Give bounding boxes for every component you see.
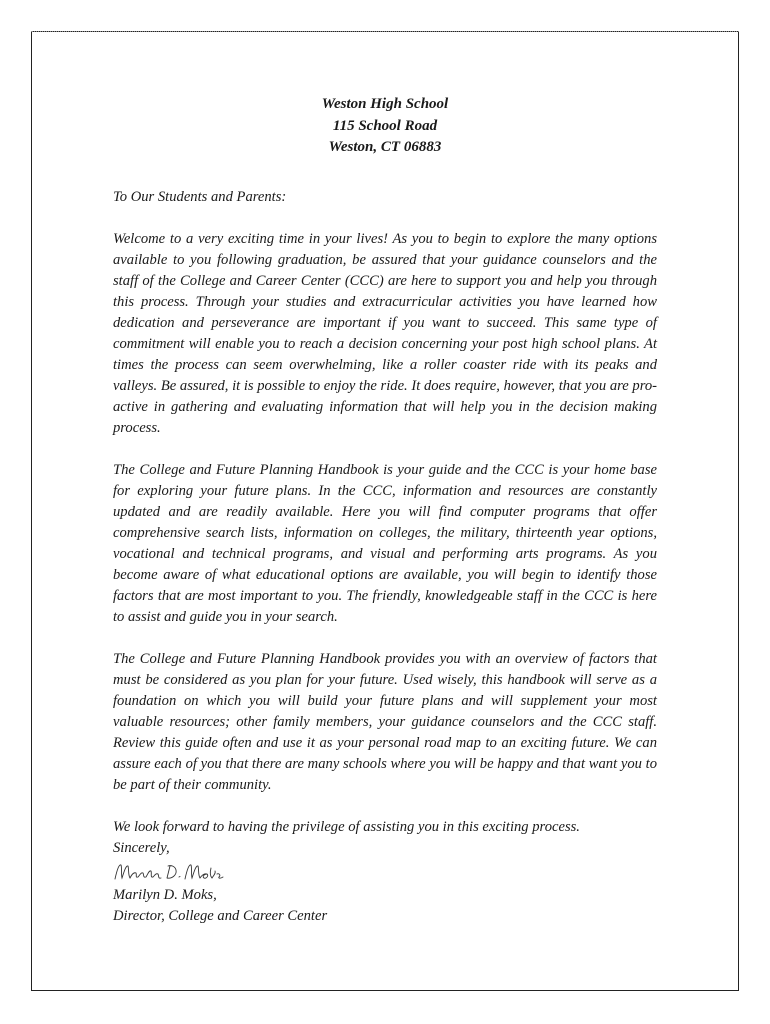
letter-closing — [113, 817, 657, 927]
paragraph-handbook-overview: The College and Future Planning Handbook provides you with an overview of factors that must be considered as you plan for your future. Used wisely, this handbook will serve as a foundation on which you will build your future plans and will supplement your most valuable resources; other family members, your guidance counselors and the CCC staff. Review this guide often and use it as your personal road map to an exciting future. We can assure each of you that there are many schools where you will be happy and that want you to be part of their community. — [113, 650, 657, 793]
paragraph-welcome: Welcome to a very exciting time in your lives! As you to begin to explore the many options available to you following graduation, be assured that your guidance counselors and the staff of the College and Career Center (CCC) are here to support you and help you through this process. Through your studies and extracurricular activities you have learned how dedication and perseverance are important if you want to succeed. This same type of commitment will enable you to reach a decision concerning your post high school plans. At times the process can seem overwhelming, like a roller coaster ride with its peaks and valleys. Be assured, it is possible to enjoy the ride. It does require, however, that you are pro-active in gathering and evaluating information that will help you in the decision making process. — [113, 230, 657, 436]
signer-title: Director, College and Career Center — [113, 907, 328, 924]
letterhead — [113, 94, 657, 159]
closing-line: We look forward to having the privilege of assisting you in this exciting process. — [113, 818, 580, 835]
paragraph-handbook-guide: The College and Future Planning Handbook is your guide and the CCC is your home base for exploring your future plans. In the CCC, information and resources are constantly updated and are readily available. Here you will find computer programs that offer comprehensive search lists, information on colleges, the military, thirteenth year options, vocational and technical programs, and visual and performing arts programs. As you become aware of what educational options are available, you will begin to identify those factors that are most important to you. The friendly, knowledgeable staff in the CCC is here to assist and guide you in your search. — [113, 461, 657, 625]
signer-name: Marilyn D. Moks, — [113, 886, 217, 903]
letter-body — [113, 94, 657, 927]
school-name: Weston High School — [321, 96, 449, 112]
school-city-state-zip: Weston, CT 06883 — [328, 139, 442, 155]
signature-icon — [113, 860, 233, 884]
handwritten-signature — [113, 859, 657, 885]
sign-off: Sincerely, — [113, 839, 170, 856]
school-street: 115 School Road — [332, 117, 438, 134]
salutation: To Our Students and Parents: — [113, 188, 287, 205]
